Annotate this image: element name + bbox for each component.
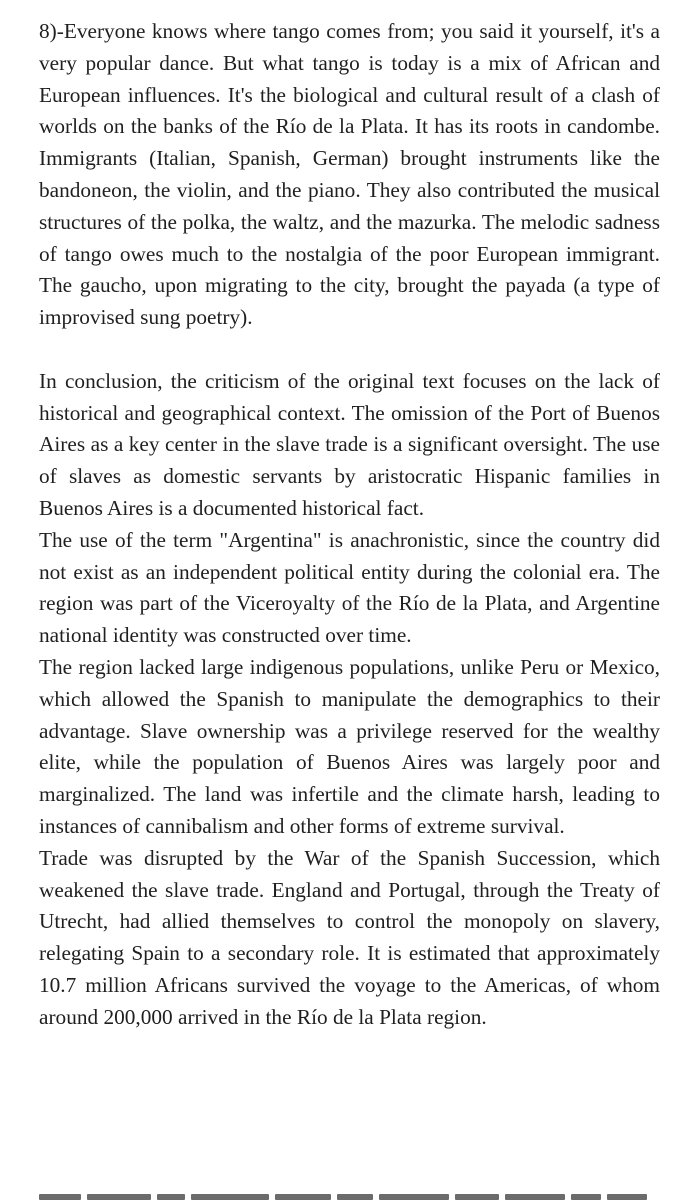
paragraph-tango-origins: 8)-Everyone knows where tango comes from; you said it yourself, it's a very popular dance. But what tango is today is a mix of African and European influences. It's the biological and cultural result of a clash of worlds on the banks of the Río de la Plata. It has its roots in candombe. Immigrants (Italian, Spanish, German) brought instruments like the bandoneon, the violin, and the piano. They also contributed the musical structures of the polka, the waltz, and the mazurka. The melodic sadness of tango owes much to the nostalgia of the poor European immigrant. The gaucho, upon migrating to the city, brought the payada (a type of improvised sung poetry).: [39, 19, 660, 330]
document-body: [39, 16, 660, 1034]
paragraph-conclusion: In conclusion, the criticism of the original text focuses on the lack of historical and geographical context. The omission of the Port of Buenos Aires as a key center in the slave trade is a significant oversight. The use of slaves as domestic servants by aristocratic Hispanic families in Buenos Aires is a documented historical fact.: [39, 368, 660, 520]
paragraph-indigenous-populations: The region lacked large indigenous populations, unlike Peru or Mexico, which allowed the Spanish to manipulate the demographics to their advantage. Slave ownership was a privilege reserved for the wealthy elite, while the population of Buenos Aires was largely poor and marginalized. The land was infertile and the climate harsh, leading to instances of cannibalism and other forms of extreme survival.: [39, 654, 660, 838]
paragraph-spanish-succession: Trade was disrupted by the War of the Spanish Succession, which weakened the slave trade. England and Portugal, through the Treaty of Utrecht, had allied themselves to control the monopoly on slavery, relegating Spain to a secondary role. It is estimated that approximately 10.7 million Africans survived the voyage to the Americas, of whom around 200,000 arrived in the Río de la Plata region.: [39, 845, 660, 1029]
paragraph-argentina-term: The use of the term "Argentina" is anachronistic, since the country did not exist as an independent political entity during the colonial era. The region was part of the Viceroyalty of the Río de la Plata, and Argentine national identity was constructed over time.: [39, 527, 660, 648]
paragraph-spacer: [39, 334, 660, 366]
cutoff-text-line: [39, 1192, 660, 1200]
